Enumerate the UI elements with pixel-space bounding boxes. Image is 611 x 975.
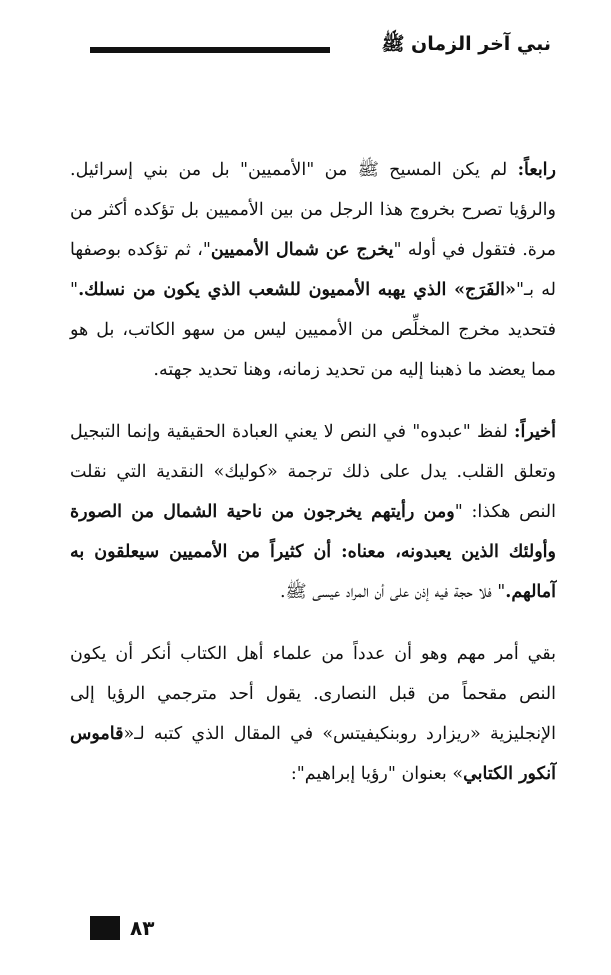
page-number: ٨٣	[130, 916, 155, 940]
body-text-run: » بعنوان "رؤيا إبراهيم":	[290, 764, 464, 784]
body-text	[70, 150, 556, 816]
paragraph	[70, 634, 556, 794]
running-header	[90, 30, 551, 66]
paragraph	[70, 150, 556, 390]
body-text-run: بقي أمر مهم وهو أن عدداً من علماء أهل الكتاب أنكر أن يكون النص مقحماً من قبل النصارى. يقول أحد مترجمي الرؤيا إلى الإنجليزية «ريزارد روبنكيفيتس» في المقال الذي كتبه لـ«	[70, 644, 556, 744]
body-text-run: "، ثم تؤكده بوصفها له بـ"	[70, 240, 557, 300]
header-rule	[90, 47, 330, 53]
paragraph	[70, 412, 556, 612]
paragraph-lead: أخيراً:	[514, 422, 556, 442]
body-text-run: " فلا حجة فيه إذن على أن المراد عيسى ﷺ.	[279, 582, 506, 602]
footer-block	[90, 916, 120, 940]
bold-text: «الفَرَج» الذي يهبه الأمميون للشعب الذي يكون من نسلك.	[78, 280, 516, 300]
body-text-run: لم يكن المسيح ﷺ من "الأمميين" بل من بني إسرائيل. والرؤيا تصرح بخروج هذا الرجل من بين الأمميين بل تؤكده أكثر من مرة. فتقول في أوله "	[70, 160, 556, 260]
bold-text: ومن رأيتهم يخرجون من ناحية الشمال من الصورة وأولئك الذين يعبدونه، معناه: أن كثيراً من الأمميين سيعلقون به آمالهم.	[70, 502, 556, 602]
body-text-run: لفظ "عبدوه" في النص لا يعني العبادة الحقيقية وإنما التبجيل وتعلق القلب. يدل على ذلك ترجمة «كوليك» النقدية التي نقلت النص هكذا: "	[70, 422, 556, 522]
body-text-run: " فتحديد مخرج المخلِّص من الأمميين ليس من سهو الكاتب، بل هو مما يعضد ما ذهبنا إليه من تحديد زمانه، وهنا تحديد جهته.	[70, 280, 556, 380]
bold-text: يخرج عن شمال الأمميين	[210, 240, 394, 260]
bold-text: قاموس آنكور الكتابي	[70, 724, 556, 784]
page-footer	[90, 915, 154, 941]
running-title: نبي آخر الزمان ﷺ	[381, 33, 551, 55]
paragraph-lead: رابعاً:	[517, 160, 556, 180]
